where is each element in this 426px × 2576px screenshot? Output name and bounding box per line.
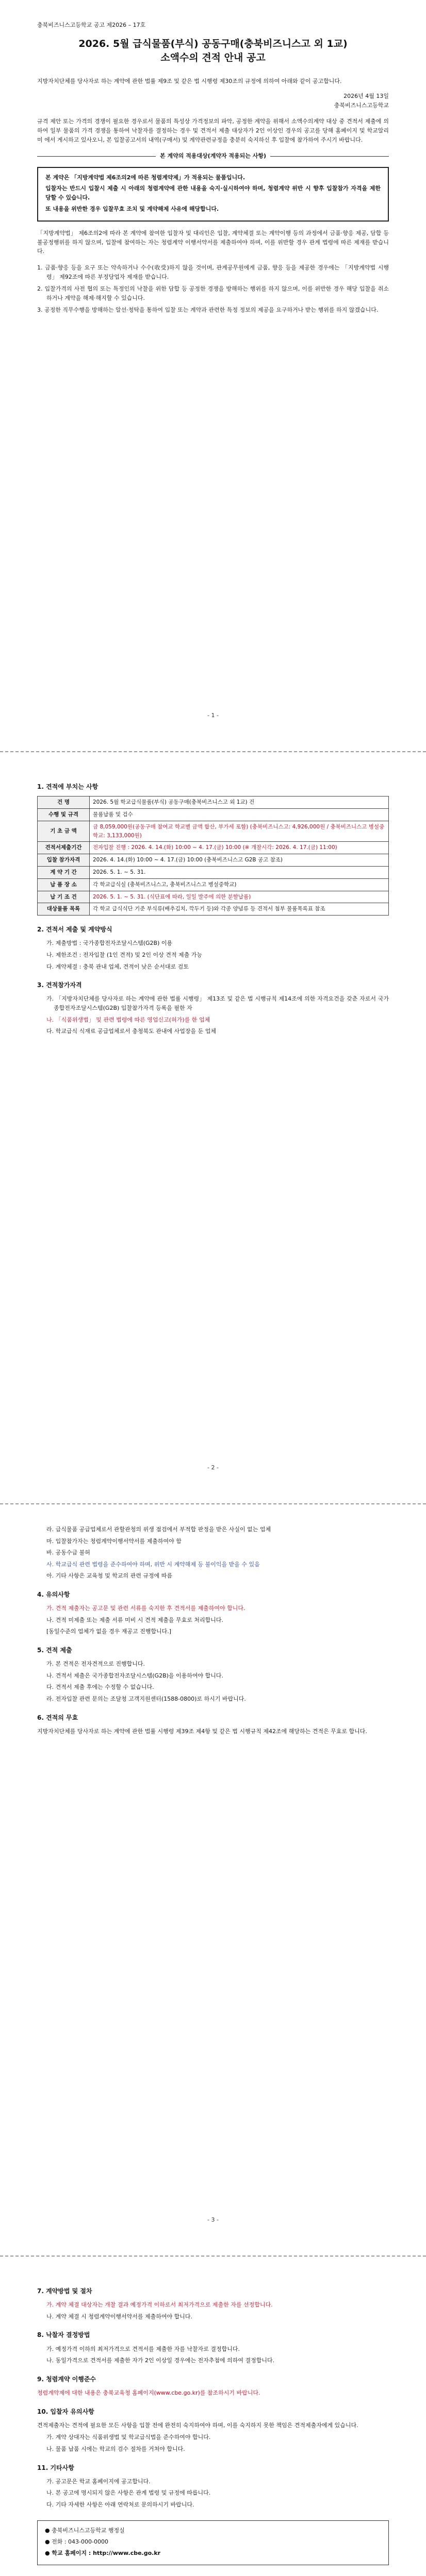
section-heading: 7. 계약방법 및 절차 [37,2287,92,2295]
section-heading: 8. 낙찰자 결정방법 [37,2331,90,2339]
contact-line: ● 충북비즈니스고등학교 행정실 [45,2527,125,2534]
notice-box-line-3: 또 내용을 위반한 경우 입찰무효 조치 및 계약해제 사유에 해당합니다. [45,205,219,212]
contact-line: ● 전화 : 043-000-0000 [45,2538,108,2546]
section-heading: 2. 견적서 제출 및 계약방식 [37,926,112,934]
table-row [38,903,389,916]
list-item: 라. 급식물품 공급업체로서 관할관청의 위생 점검에서 부적합 판정을 받은 사실이 없는 업체 [46,1526,271,1533]
list-item: 바. 공동수급 불허 [46,1549,90,1556]
list-item: 나. 「식품위생법」 및 관련 법령에 따른 영업신고(허가)를 한 업체 [46,1016,210,1023]
contact-box [37,2520,389,2565]
table-row [38,854,389,867]
page-3 [0,1504,426,2257]
section-heading: 6. 견적의 무효 [37,1714,78,1721]
list-item: 나. 동일가격으로 견적서를 제출한 자가 2인 이상일 경우에는 전자추첨에 의하여 결정합니다. [46,2357,275,2364]
list-item: 가. 제출방법 : 국가종합전자조달시스템(G2B) 이용 [46,940,173,947]
section-heading: 5. 견적 제출 [37,1646,72,1654]
row-label: 수행 및 규격 [38,808,90,821]
table-row [38,891,389,903]
contact-line: ● 학교 홈페이지 : http://www.cbe.go.kr [45,2549,161,2556]
list-item: 나. 물품 납품 시에는 학교의 검수 절차를 거쳐야 합니다. [46,2445,185,2452]
section-text: 청렴계약제에 대한 내용은 충북교육청 홈페이지(www.cbe.go.kr)를 참조하시기 바랍니다. [37,2389,260,2396]
row-value: 2026. 5월 학교급식물품(부식) 공동구매(충북비즈니스고 외 1교) 건 [90,796,389,809]
list-item: 가. 계약 상대자는 식품위생법 및 학교급식법을 준수하여야 합니다. [46,2434,211,2441]
row-value: 2026. 5. 1. ~ 5. 31. (식단표에 따라, 일일 발주에 의한 분할납품) [90,891,389,903]
section-text: 견적제출자는 견적에 필요한 모든 사항을 입찰 전에 완전히 숙지하여야 하며, 이를 숙지하지 못한 책임은 견적제출자에게 있습니다. [37,2421,358,2429]
list-item: 2. 입찰가격의 사전 협의 또는 특정인의 낙찰을 위한 담합 등 공정한 경쟁을 방해하는 행위를 하지 않으며, 이를 위반한 경우 해당 입찰을 취소하거나 계약을 해제·해지할 수 있습니다. [37,285,389,301]
section-heading: 1. 견적에 부치는 사항 [37,783,99,790]
row-label: 입찰 참가자격 [38,854,90,867]
list-item: 나. 제한조건 : 전자입찰 (1인 견적) 및 2인 이상 견적 제출 가능 [46,951,203,958]
notice-number: 충북비즈니스고등학교 공고 제2026 – 17호 [37,22,146,28]
notice-date: 2026년 4월 13일 [343,93,389,100]
list-item: 가. 「지방자치단체를 당사자로 하는 계약에 관한 법률 시행령」 제13조 및 같은 법 시행규칙 제14조에 의한 자격요건을 갖춘 자로서 국가종합전자조달시스템(G2B) 입찰참가자격 등록을 필한 자 [46,995,389,1011]
list-item: 아. 기타 사항은 교육청 및 학교의 관련 규정에 따름 [46,1572,172,1580]
section-heading: 10. 입찰자 유의사항 [37,2408,94,2415]
page-number: - 3 - [207,2216,219,2223]
page-number: - 2 - [207,1464,219,1471]
row-label: 기 초 금 액 [38,821,90,842]
row-label: 견적서제출기간 [38,842,90,854]
row-label: 납 기 조 건 [38,891,90,903]
row-label: 계 약 기 간 [38,866,90,878]
row-value: 2026. 5. 1. ~ 5. 31. [90,866,389,878]
list-item: 가. 견적 제출자는 공고문 및 관련 서류를 숙지한 후 견적서를 제출하여야 합니다. [46,1605,245,1612]
intro-text: 지방자치단체를 당사자로 하는 계약에 관한 법률 제9조 및 같은 법 시행령 제30조의 규정에 의하여 아래와 같이 공고합니다. [37,77,342,84]
banner-text: 본 계약의 적용대상(계약자 적용되는 사항) [160,152,267,160]
list-item: 다. 기타 자세한 사항은 아래 연락처로 문의하시기 바랍니다. [46,2501,194,2508]
list-item: 마. 입찰참가자는 청렴계약이행서약서를 제출하여야 함 [46,1537,182,1545]
row-value: 각 학교급식실 (충북비즈니스고, 충북비즈니스고 병설중학교) [90,878,389,891]
note-text: [동일수준의 업체가 없을 경우 재공고 진행합니다.] [46,1628,172,1635]
page-2 [0,752,426,1504]
row-value: 금 8,059,000원(공동구매 참여교 학교별 금액 합산, 부가세 포함) (충북비즈니스고: 4,926,000원 / 충북비즈니스고 병설중학교: 3,133,000원) [90,821,389,842]
row-value: 각 학교 급식식단 기준 부식류(배추김치, 깍두기 등)와 각종 양념류 등 견적서 첨부 물품목록표 참조 [90,903,389,916]
list-item: 1. 금품·향응 등을 요구 또는 약속하거나 수수(收受)하지 않을 것이며, 관계공무원에게 금품, 향응 등을 제공한 경우에는 「지방계약법 시행령」 제92조에 따른 부정당업자 제재를 받습니다. [37,264,389,280]
section-heading: 11. 기타사항 [37,2464,74,2471]
list-item: 사. 학교급식 관련 법령을 준수하여야 하며, 위반 시 계약해제 등 불이익을 받을 수 있음 [46,1561,260,1568]
list-item: 3. 공정한 직무수행을 방해하는 알선·청탁을 통하여 입찰 또는 계약과 관련한 특정 정보의 제공을 요구하거나 받는 행위를 하지 않겠습니다. [37,307,379,314]
row-label: 건 명 [38,796,90,809]
list-item: 가. 예정가격 이하의 최저가격으로 견적서를 제출한 자를 낙찰자로 결정합니다. [46,2345,240,2352]
integrity-notice-box [37,167,389,222]
details-table [37,796,389,916]
section-heading: 4. 유의사항 [37,1590,70,1598]
list-item: 나. 견적서 제출은 국가종합전자조달시스템(G2B)을 이용하여야 합니다. [46,1672,224,1679]
row-value: 물품납품 및 검수 [90,808,389,821]
table-row [38,808,389,821]
section-text: 지방자치단체를 당사자로 하는 계약에 관한 법률 시행령 제39조 제4항 및 같은 법 시행규칙 제42조에 해당하는 견적은 무효로 합니다. [37,1727,367,1735]
title-line-2: 소액수의 견적 안내 공고 [160,52,266,64]
list-item: 가. 공고문은 학교 홈페이지에 공고합니다. [46,2478,151,2485]
section-heading: 3. 견적참가자격 [37,981,82,989]
title-line-1: 2026. 5월 급식물품(부식) 공동구매(충북비즈니스고 외 1교) [78,38,348,49]
list-item: 나. 본 공고에 명시되지 않은 사항은 관계 법령 및 규정에 따릅니다. [46,2489,211,2497]
table-row [38,866,389,878]
list-item: 나. 계약 체결 시 청렴계약이행서약서를 제출하여야 합니다. [46,2313,192,2320]
page-title [37,37,389,65]
body-paragraph: 규격 제안 또는 가격의 경쟁이 필요한 경우로서 물품의 특성상 가격정보의 파악, 공정한 계약을 위해서 소액수의계약 대상 중 견적서 제출에 의하여 일부 물품의 가격 경쟁을 통하여 낙찰자를 결정하는 경우 및 견적서 제출 대상자가 2인 이상인 경우의 공고를 당해 홈페이지 및 학교알리미 에서 게시하고 있사오니, 본 입찰공고서의 내역(구매서) 및 계약관련규정을 충분히 숙지하신 후 입찰에 참가하여 주시기 바랍니다. [37,118,389,143]
page-number: - 1 - [207,712,219,719]
row-value: 전자입찰 진행 : 2026. 4. 14.(화) 10:00 ~ 4. 17.(금) 10:00 (※ 개찰시각: 2026. 4. 17.(금) 11:00) [90,842,389,854]
table-row [38,842,389,854]
list-item: 다. 학교급식 식재료 공급업체로서 충청북도 관내에 사업장을 둔 업체 [46,1028,216,1035]
issuing-org: 충북비즈니스고등학교 [334,101,389,109]
table-row [38,796,389,809]
contract-paragraph: 「지방계약법」 제6조의2에 따라 본 계약에 참여한 입찰자 및 대리인은 입찰, 계약체결 또는 계약이행 등의 과정에서 금품·향응 제공, 담합 등 불공정행위를 하지 않으며, 입찰에 참여하는 자는 청렴계약 이행서약서를 제출하여야 하며, 이를 위반할 경우 관계 법령에 따른 제재를 받습니다. [37,230,389,255]
list-item: 나. 견적 미제출 또는 제출 서류 미비 시 견적 제출을 무효로 처리합니다. [46,1616,223,1623]
section-heading: 9. 청렴계약 이행준수 [37,2375,96,2383]
notice-box-line-1: 본 계약은 「지방계약법 제6조의2에 따른 청렴계약제」가 적용되는 물품입니다. [45,174,245,181]
list-item: 라. 전자입찰 관련 문의는 조달청 고객지원센터(1588-0800)로 하시기 바랍니다. [46,1695,246,1702]
table-row [38,878,389,891]
list-item: 가. 계약 체결 대상자는 개찰 결과 예정가격 이하로서 최저가격으로 제출한 자를 선정합니다. [46,2301,273,2309]
page-4 [0,2257,426,2576]
page-1 [0,0,426,752]
list-item: 다. 견적서 제출 후에는 수정할 수 없습니다. [46,1684,154,1691]
table-row [38,821,389,842]
row-label: 납 품 장 소 [38,878,90,891]
row-value: 2026. 4. 14.(화) 10:00 ~ 4. 17.(금) 10:00 (충북비즈니스고 G2B 공고 참조) [90,854,389,867]
notice-box-line-2: 입찰자는 반드시 입찰시 제출 시 아래의 청렴계약에 관한 내용을 숙지·실시하여야 하며, 청렴계약 위반 시 향후 입찰참가 자격을 제한 당할 수 있습니다. [45,185,381,201]
row-label: 대상물품 목록 [38,903,90,916]
list-item: 다. 계약체결 : 충북 관내 업체, 견적이 낮은 순서대로 검토 [46,963,189,970]
section-banner [37,151,389,161]
list-item: 가. 본 견적은 전자견적으로 진행합니다. [46,1660,145,1668]
